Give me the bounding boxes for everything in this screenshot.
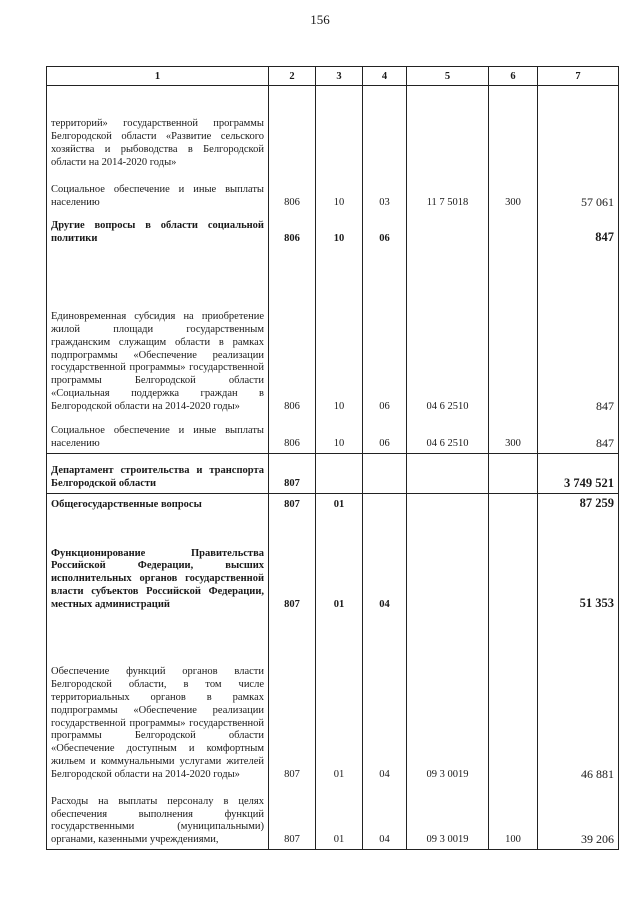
row-csr: 09 3 0019 — [407, 614, 489, 784]
row-sum: 847 — [538, 212, 619, 248]
row-sum: 847 — [538, 248, 619, 416]
row-rz: 01 — [316, 784, 363, 850]
row-csr — [407, 454, 489, 494]
row-sum: 46 881 — [538, 614, 619, 784]
row-name: Социальное обеспечение и иные выплаты населению — [47, 416, 269, 454]
row-name: Другие вопросы в области социальной политики — [47, 212, 269, 248]
row-csr — [407, 514, 489, 614]
row-sum — [538, 86, 619, 172]
table-row — [47, 614, 619, 784]
table-row — [47, 416, 619, 454]
table-row — [47, 514, 619, 614]
row-csr — [407, 86, 489, 172]
row-rz: 10 — [316, 416, 363, 454]
row-name: Социальное обеспечение и иные выплаты населению — [47, 172, 269, 212]
row-pr: 03 — [363, 172, 407, 212]
row-csr — [407, 212, 489, 248]
row-name: Общегосударственные вопросы — [47, 494, 269, 514]
row-rz: 01 — [316, 614, 363, 784]
table-row — [47, 86, 619, 172]
row-csr: 09 3 0019 — [407, 784, 489, 850]
row-name: Функционирование Правительства Российской Федерации, высших исполнительных органов государственной власти субъектов Российской Федерации, местных администраций — [47, 514, 269, 614]
row-gr: 806 — [269, 212, 316, 248]
row-vr: 300 — [489, 172, 538, 212]
row-vr — [489, 86, 538, 172]
row-pr: 04 — [363, 784, 407, 850]
row-vr — [489, 614, 538, 784]
budget-table — [46, 66, 619, 850]
row-pr — [363, 454, 407, 494]
row-gr: 807 — [269, 454, 316, 494]
row-vr — [489, 454, 538, 494]
row-pr: 04 — [363, 614, 407, 784]
row-vr: 300 — [489, 416, 538, 454]
row-gr: 806 — [269, 248, 316, 416]
row-pr: 06 — [363, 212, 407, 248]
row-csr — [407, 494, 489, 514]
row-rz — [316, 454, 363, 494]
header-col-7: 7 — [538, 67, 619, 86]
row-csr: 04 6 2510 — [407, 248, 489, 416]
header-col-1: 1 — [47, 67, 269, 86]
row-pr: 04 — [363, 514, 407, 614]
row-vr — [489, 248, 538, 416]
row-csr: 04 6 2510 — [407, 416, 489, 454]
row-sum: 847 — [538, 416, 619, 454]
table-row — [47, 454, 619, 494]
row-gr: 807 — [269, 784, 316, 850]
row-pr: 06 — [363, 248, 407, 416]
header-col-3: 3 — [316, 67, 363, 86]
row-sum: 57 061 — [538, 172, 619, 212]
row-vr — [489, 494, 538, 514]
row-csr: 11 7 5018 — [407, 172, 489, 212]
row-sum: 51 353 — [538, 514, 619, 614]
row-name: территорий» государственной программы Белгородской области «Развитие сельского хозяйства и рыбоводства в Белгородской области на 2014-2020 годы» — [47, 86, 269, 172]
row-gr — [269, 86, 316, 172]
header-col-4: 4 — [363, 67, 407, 86]
table-header-row — [47, 67, 619, 86]
row-vr — [489, 212, 538, 248]
row-rz: 10 — [316, 172, 363, 212]
row-rz: 10 — [316, 212, 363, 248]
row-sum: 39 206 — [538, 784, 619, 850]
row-rz — [316, 86, 363, 172]
header-col-5: 5 — [407, 67, 489, 86]
row-name: Единовременная субсидия на приобретение жилой площади государственным гражданским служащим области в рамках подпрограммы «Обеспечение реализации государственной программы» государственной программы Белгородской области «Социальная поддержка граждан в Белгородской области на 2014-2020 годы» — [47, 248, 269, 416]
row-sum: 87 259 — [538, 494, 619, 514]
row-vr — [489, 514, 538, 614]
row-gr: 806 — [269, 172, 316, 212]
page-number: 156 — [310, 12, 330, 27]
table-row — [47, 494, 619, 514]
row-gr: 807 — [269, 614, 316, 784]
row-vr: 100 — [489, 784, 538, 850]
row-rz: 01 — [316, 514, 363, 614]
table-row — [47, 784, 619, 850]
row-gr: 806 — [269, 416, 316, 454]
header-col-2: 2 — [269, 67, 316, 86]
table-row — [47, 172, 619, 212]
row-gr: 807 — [269, 514, 316, 614]
row-rz: 01 — [316, 494, 363, 514]
row-pr: 06 — [363, 416, 407, 454]
row-sum: 3 749 521 — [538, 454, 619, 494]
table-row — [47, 212, 619, 248]
row-gr: 807 — [269, 494, 316, 514]
row-pr — [363, 494, 407, 514]
header-col-6: 6 — [489, 67, 538, 86]
table-row — [47, 248, 619, 416]
row-rz: 10 — [316, 248, 363, 416]
row-name: Департамент строительства и транспорта Белгородской области — [47, 454, 269, 494]
row-name: Расходы на выплаты персоналу в целях обеспечения выполнения функций государственными (муниципальными) органами, казенными учреждениями, — [47, 784, 269, 850]
row-pr — [363, 86, 407, 172]
row-name: Обеспечение функций органов власти Белгородской области, в том числе территориальных органов в рамках подпрограммы «Обеспечение реализации государственной программы» государственной программы Белгородской области «Обеспечение доступным и комфортным жильем и коммунальными услугами жителей Белгородской области на 2014-2020 годы» — [47, 614, 269, 784]
